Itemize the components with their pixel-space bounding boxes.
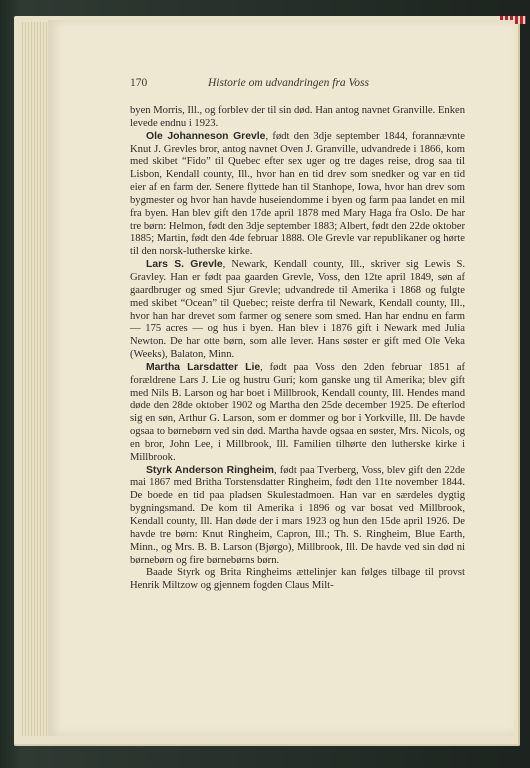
running-title: Historie om udvandringen fra Voss (208, 77, 369, 89)
paragraph-text: , født paa Voss den 2den februar 1851 af forældrene Lars J. Lie og hustru Guri; kom ganske ung til Amerika; blev gift med Nils B. Larson og har boet i Millbrook, Kendall county, Ill. Hendes mand døde den 28de oktober 1902 og Martha den 25de december 1925. De efterlod sig en søn, Arthur G. Larson, som er dommer og bor i Yorkville, Ill. De havde ogsaa to børnebørn ved sin død. Martha havde ogsaa en søster, Mrs. Nicols, og en bror, John Lee, i Millbrook, Ill. Familien tilhørte den lutherske kirke i Millbrook. (130, 361, 465, 463)
paragraph-text: , født den 3dje september 1844, forannævnte Knut J. Grevles bror, antog navnet Oven J. Granville, udvandrede i 1866, kom med skibet “Fido” til Quebec efter sex uger og tre dages reise, drog saa til Lisbon, Kendall county, Ill., hvor han en tid drev som snedker og var en tid eier af en farm der. Senere flyttede han til Stanhope, Iowa, hvor han drev som bygmester og hvor han havde huseiendomme i byen og farm paa landet en mil fra byen. Han blev gift den 17de april 1878 med Mary Haga fra Oslo. De har tre børn: Helmon, født den 3dje september 1883; Albert, født den 22de oktober 1885; Martin, født den 4de februar 1888. Ole Grevle var republikaner og hørte til den norsk-lutherske kirke. (130, 130, 465, 258)
paragraph (130, 105, 465, 131)
entry-name: Lars S. Grevle (146, 259, 223, 271)
page-number: 170 (130, 77, 148, 89)
paragraph-text: , født paa Tverberg, Voss, blev gift den 22de mai 1867 med Britha Torstensdatter Ringheim, født den 11te november 1844. De boede en tid paa pladsen Skulestadmoen. Han var en særdeles dygtig bygningsmand. De kom til Amerika i 1896 og var bosat ved Millbrook, Kendall county, Ill. Han døde der i mars 1923 og hun den 15de april 1926. De havde tre børn: Knut Ringheim, Capron, Ill.; Th. S. Ringheim, Blue Earth, Minn., og Mrs. B. B. Larson (Bjørgo), Millbrook, Ill. De havde ved sin død ni børnebørn og fire børnebørns børn. (130, 464, 466, 566)
entry-name: Martha Larsdatter Lie (146, 361, 261, 373)
paragraph (130, 362, 465, 465)
paragraph (130, 259, 465, 362)
entry-name: Ole Johanneson Grevle (146, 130, 266, 142)
paragraph-text: , Newark, Kendall county, Ill., skriver sig Lewis S. Gravley. Han er født paa gaarden Grevle, Voss, den 12te april 1849, søn af gaardbruger og smed Sjur Grevle; udvandrede til Amerika i 1868 og fulgte med skibet “Ocean” til Quebec; reiste derfra til Newark, Kendall county, Ill., hvor han har drevet som farmer og senere som smed. Han har endnu en farm — 175 acres — og hus i byen. Han blev i 1876 gift i Newark med Julia Newton. De har otte børn, som alle lever. Hans søster er gift med Ole Veka (Weeks), Balaton, Minn. (130, 259, 466, 361)
page-edges (20, 22, 50, 736)
paragraph-text: Baade Styrk og Brita Ringheims ættelinjer kan følges tilbage til provst Henrik Miltzow og gjennem fogden Claus Milt- (130, 567, 465, 592)
paragraph-text: byen Morris, Ill., og forblev der til sin død. Han antog navnet Granville. Enken levede endnu i 1923. (130, 105, 465, 129)
paragraph (130, 465, 465, 568)
paragraph (130, 131, 465, 259)
body-text (130, 105, 465, 593)
page-header (130, 77, 500, 95)
entry-name: Styrk Anderson Ringheim (146, 464, 275, 476)
paragraph (130, 567, 465, 593)
